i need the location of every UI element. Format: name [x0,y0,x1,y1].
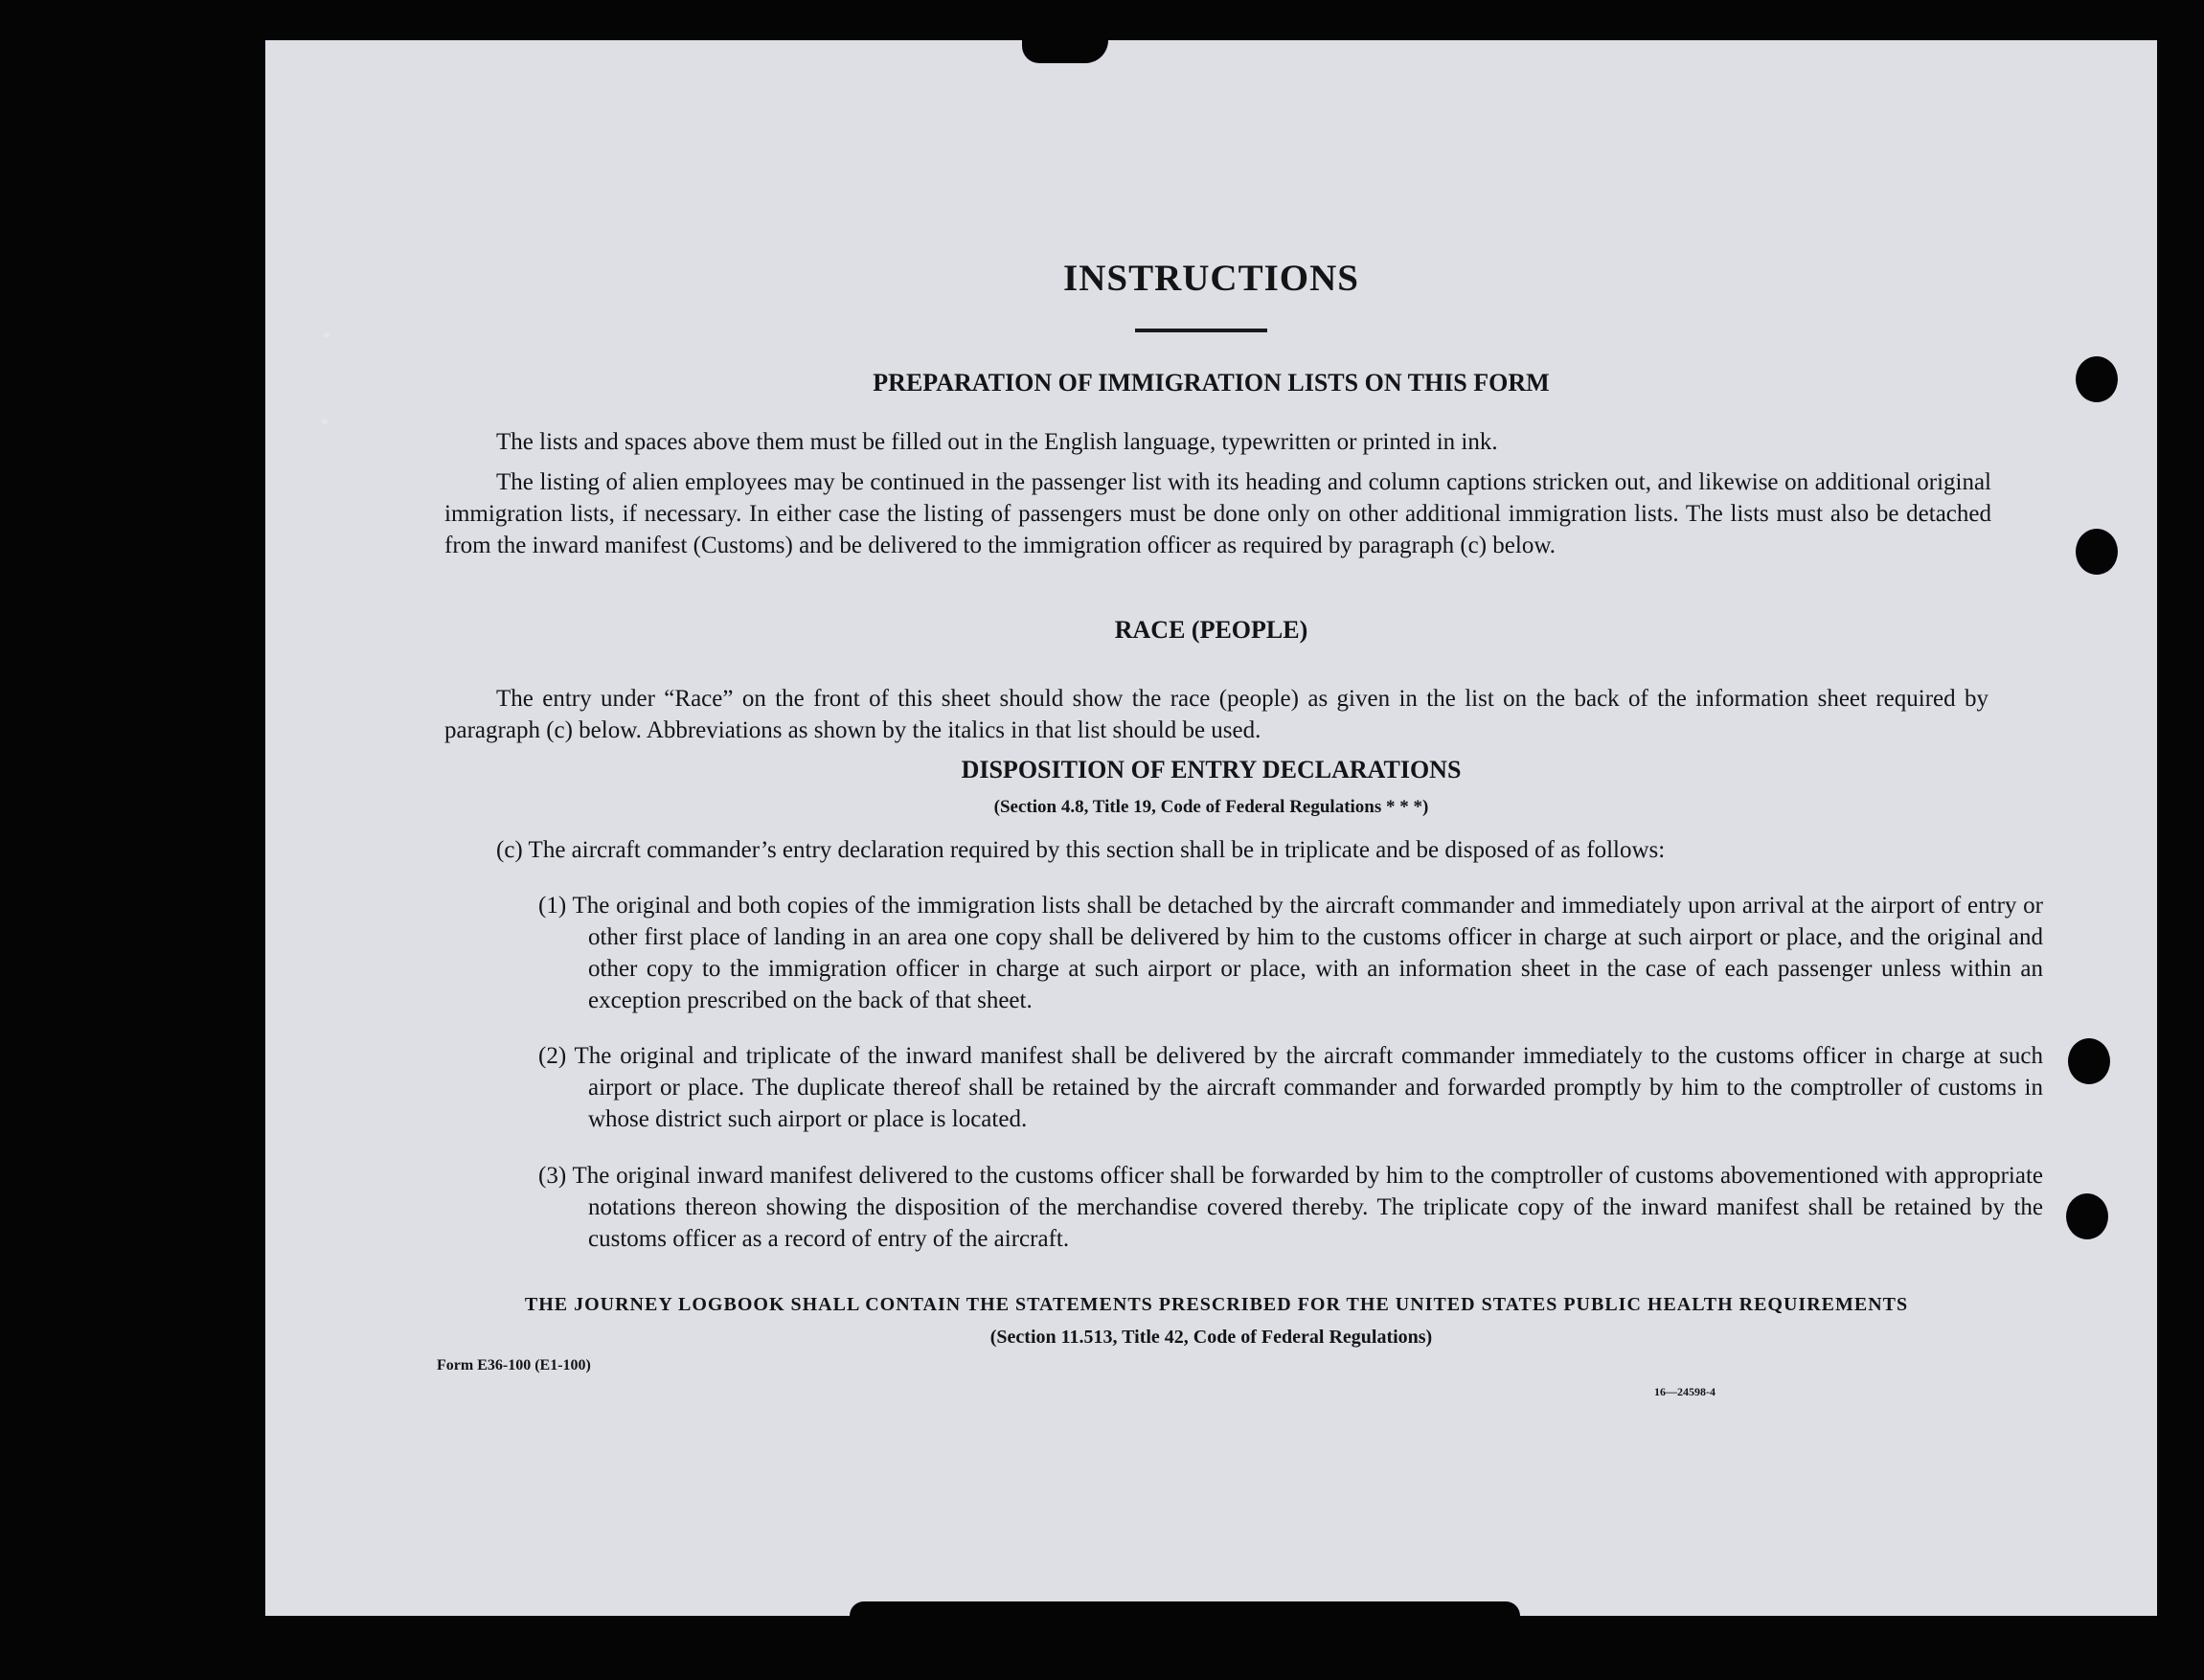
document-page [265,40,2157,1616]
paragraph-alien-employees: The listing of alien employees may be continued in the passenger list with its heading and column captions stricken out, and likewise on additional original immigration lists, if necessary. In either case the listing of passengers must be done only on other additional immigration lists. The lists must also be detached from the inward manifest (Customs) and be delivered to the immigration officer as required by paragraph (c) below. [444,469,1991,558]
torn-edge-top [1022,40,1108,63]
list-item: (1) The original and both copies of the immigration lists shall be detached by the aircraft commander and immediately upon arrival at the airport of entry or other first place of landing in an area one copy shall be delivered by him to the customs officer in charge at such airport or place, and the original and other copy to the immigration officer in charge at such airport or place, with an information sheet in the case of each passenger unless within an exception prescribed on the back of that sheet. [538,893,2043,1013]
title-underline [1135,329,1267,332]
list-item: (2) The original and triplicate of the inward manifest shall be delivered by the aircraft commander immediately to the customs officer in charge at such airport or place. The duplicate thereof shall be retained by the aircraft commander and forwarded promptly by him to the comptroller of customs in whose district such airport or place is located. [538,1043,2043,1132]
heading-preparation: PREPARATION OF IMMIGRATION LISTS ON THIS FORM [873,369,1550,397]
print-code: 16—24598-4 [1654,1385,1715,1398]
torn-edge-bottom [850,1601,1520,1616]
heading-disposition: DISPOSITION OF ENTRY DECLARATIONS [961,756,1462,783]
logbook-citation: (Section 11.513, Title 42, Code of Federal Regulations) [989,1327,1433,1348]
scan-speck [322,419,328,424]
page-title: INSTRUCTIONS [1063,258,1359,299]
paragraph-race: The entry under “Race” on the front of this sheet should show the race (people) as given in the list on the back of the information sheet required by paragraph (c) below. Abbreviations as shown by the italics in that list should be used. [444,686,1988,743]
heading-race: RACE (PEOPLE) [1114,616,1308,644]
disposition-citation: (Section 4.8, Title 19, Code of Federal Regulations * * *) [993,797,1429,817]
paragraph-language-requirement: The lists and spaces above them must be filled out in the English language, typewritten or printed in ink. [496,429,1498,455]
binder-hole-3 [2068,1038,2110,1084]
logbook-statement: THE JOURNEY LOGBOOK SHALL CONTAIN THE STATEMENTS PRESCRIBED FOR THE UNITED STATES PUBLIC HEALTH REQUIREMENTS [524,1294,1909,1315]
binder-hole-2 [2076,529,2118,575]
form-number: Form E36-100 (E1-100) [437,1357,591,1374]
paragraph-c: (c) The aircraft commander’s entry declaration required by this section shall be in triplicate and be disposed of as follows: [496,837,1666,863]
list-item: (3) The original inward manifest delivered to the customs officer shall be forwarded by him to the comptroller of customs abovementioned with appropriate notations thereon showing the disposition of the merchandise covered thereby. The triplicate copy of the inward manifest shall be retained by the customs officer as a record of entry of the aircraft. [538,1163,2043,1252]
scan-speck [324,332,329,338]
binder-hole-4 [2066,1193,2108,1239]
